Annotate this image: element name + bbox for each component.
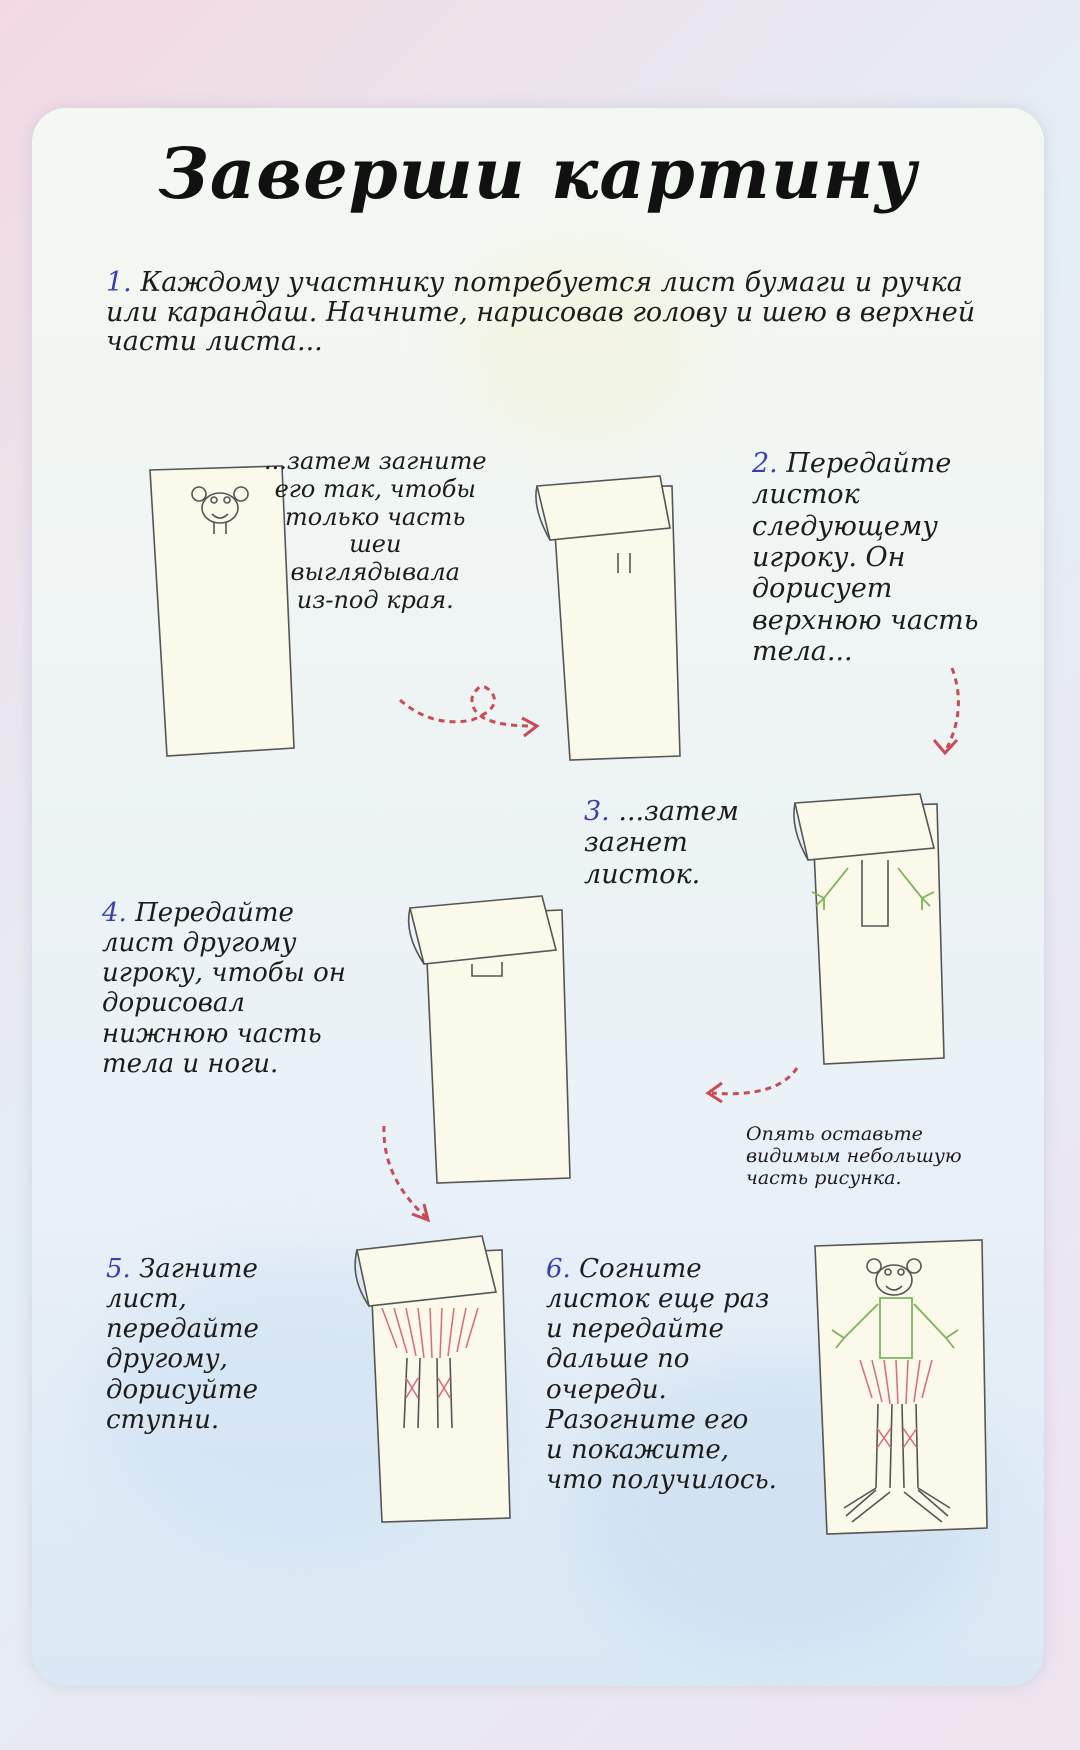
instruction-card: [32, 108, 1044, 1686]
step-4-text: Передайте лист другому игроку, чтобы он дорисовал нижнюю часть тела и ноги.: [102, 898, 346, 1079]
intro-body: Каждому участнику потребуется лист бумаги и ручка или карандаш. Начните, нарисовав голову и шею в верхней части листа...: [106, 267, 976, 358]
step-2: [752, 448, 978, 667]
sheet-full-drawing: [815, 1240, 987, 1534]
step-number: 4.: [102, 898, 127, 928]
fold-note: ...затем загните его так, чтобы только часть шеи выглядывала из-под края.: [264, 447, 487, 615]
step-number: 2.: [752, 448, 778, 479]
step-3: [584, 796, 739, 890]
visible-note: Опять оставьте видимым небольшую часть рисунка.: [746, 1123, 962, 1189]
sheet-with-legs: [355, 1236, 510, 1522]
sheet-with-body: [794, 794, 944, 1064]
step-number: 3.: [584, 796, 610, 827]
step-6: [546, 1254, 777, 1495]
step-number: 5.: [106, 1254, 131, 1284]
step-number: 6.: [546, 1254, 571, 1284]
step-3-text: ...затем загнет листок.: [584, 796, 739, 890]
step-5-text: Загните лист, передайте другому, дорисуйте ступни.: [106, 1254, 259, 1435]
folded-sheet-icon: [536, 476, 680, 760]
drawings-layer: [32, 108, 1044, 1686]
dashed-arrow-icon: [708, 1068, 797, 1102]
dashed-arrow-icon: [384, 1126, 428, 1220]
folded-sheet-icon: [409, 896, 570, 1183]
dashed-arrow-icon: [400, 687, 537, 736]
step-4: [102, 898, 346, 1079]
step-2-text: Передайте листок следующему игроку. Он дорисует верхнюю часть тела...: [752, 448, 979, 667]
step-5: [106, 1254, 259, 1435]
step-6-text: Согните листок еще раз и передайте дальше по очереди. Разогните его и покажите, что получилось.: [546, 1254, 777, 1496]
step-number: 1.: [106, 267, 132, 298]
page-title: Заверши картину: [158, 132, 918, 215]
dashed-arrow-icon: [934, 668, 958, 753]
